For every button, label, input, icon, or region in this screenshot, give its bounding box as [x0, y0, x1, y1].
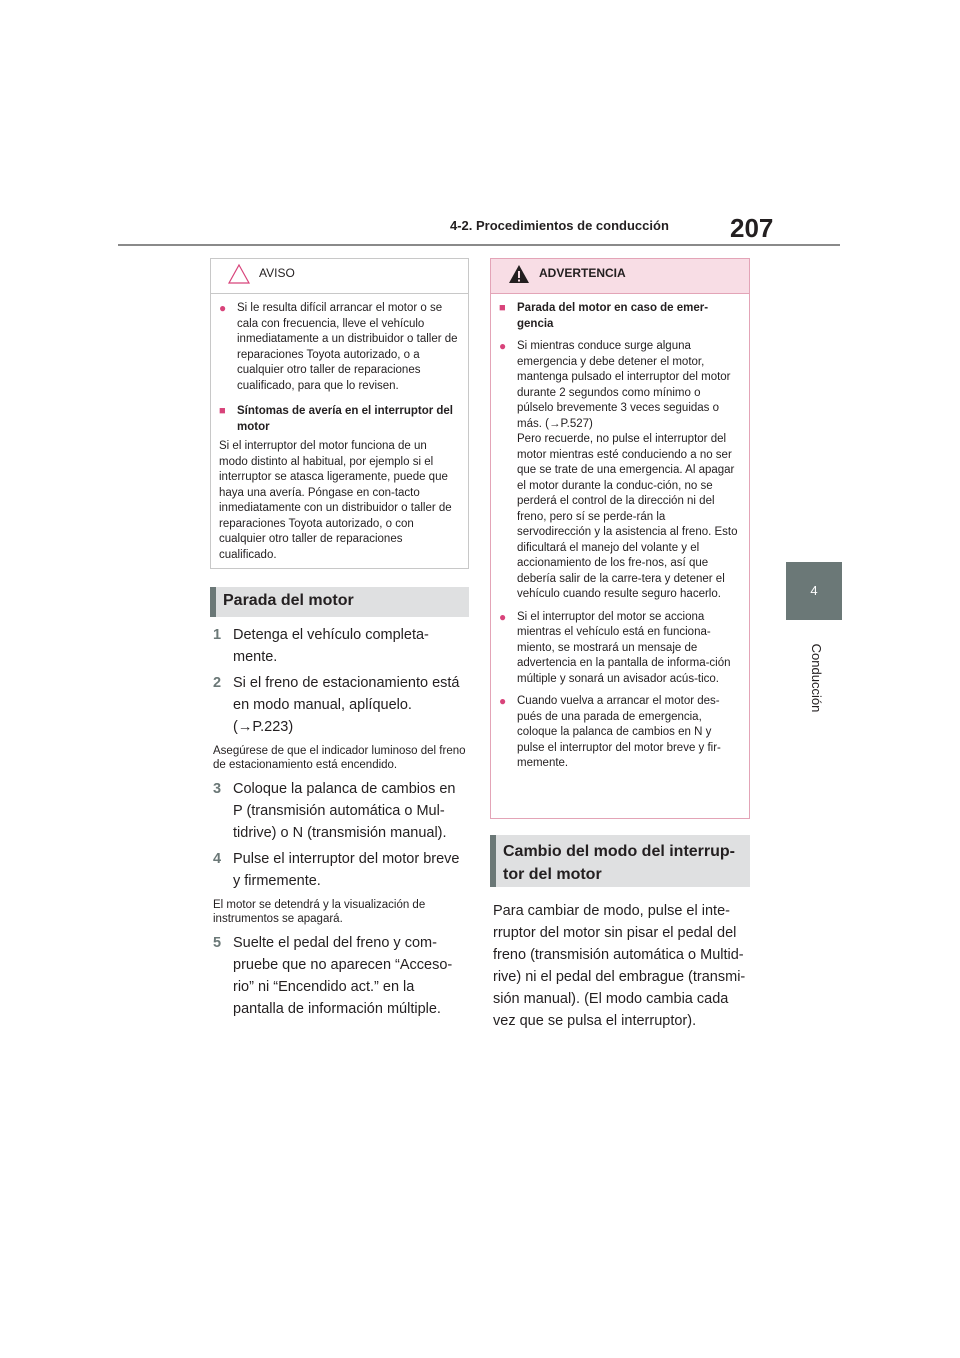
aviso-box: [210, 258, 469, 569]
step-4-note: El motor se detendrá y la visualización de instrumentos se apagará.: [213, 899, 426, 925]
step-2: 2 Si el freno de estacionamiento está en modo manual, aplíquelo. (→P.223): [213, 675, 460, 735]
aviso-subtext: Si el interruptor del motor funciona de un modo distinto al habitual, por ejemplo si el interruptor se atasca ligeramente, puede que haya una avería. Póngase en con-tacto inmediatamente con un distribuidor o taller de reparaciones Toyota autorizado, o con cualquier otro taller de reparaciones cualificado.: [219, 440, 452, 561]
section-header: 4-2. Procedimientos de conducción: [450, 218, 669, 233]
header-rule: [118, 244, 840, 246]
body-paragraph: Para cambiar de modo, pulse el inte-rruptor del motor sin pisar el pedal del freno (transmisión automática o Multid-rive) ni el pedal del embrague (transmi-sión manual). (El modo cambia cada vez que se pulsa el interruptor).: [493, 903, 746, 1029]
page-number: 207: [730, 213, 774, 243]
square-bullet-icon: ■: [499, 302, 506, 314]
section-title-parada: Parada del motor: [210, 587, 469, 617]
step-2-note: Asegúrese de que el indicador luminoso del freno de estacionamiento está encendido.: [213, 745, 466, 771]
chapter-label: Conducción: [809, 643, 824, 713]
chapter-tab: 4: [786, 562, 842, 620]
square-bullet-icon: ■: [219, 405, 226, 417]
section-title-cambio: Cambio del modo del interrup-tor del motor: [490, 835, 750, 887]
bullet-icon: ●: [499, 609, 507, 624]
bullet-icon: ●: [499, 339, 507, 353]
aviso-title: AVISO: [259, 266, 295, 280]
caution-icon: [227, 262, 251, 286]
step-3: 3 Coloque la palanca de cambios en P (transmisión automática o Mul-tidrive) o N (transmisión manual).: [213, 781, 456, 841]
step-4: 4 Pulse el interruptor del motor breve y firmemente.: [213, 851, 460, 889]
aviso-bullet: ● Si le resulta difícil arrancar el motor o se cala con frecuencia, lleve el vehículo inmediatamente a un distribuidor o taller de reparaciones Toyota autorizado, o a cualquier otro taller de reparaciones cualificado, para que lo revisen.: [219, 301, 458, 392]
steps-list: [213, 620, 468, 1020]
bullet-icon: ●: [219, 301, 227, 315]
advertencia-bullet: ● Cuando vuelva a arrancar el motor des-pués de una parada de emergencia, coloque la palanca de cambios en N y pulse el interruptor del motor breve y fir-memente.: [499, 694, 721, 769]
advertencia-bullet: ● Si mientras conduce surge alguna emergencia y debe detener el motor, mantenga pulsado el interruptor del motor durante 2 segundos como mínimo o púlselo brevemente 3 veces seguidas o más. (→P.527) Pero recuerde, no pulse el interruptor del motor mientras esté conduciendo a no ser que se trate de una emergencia. Al apagar el motor durante la conduc-ción, no se perderá el control de la dirección ni del freno, pero sí se perde-rán la servodirección y la asistencia al freno. Esto dificultará el manejo del volante y el accionamiento de los fre-nos, así que debería salir de la carre-tera y detener el vehículo cuando resulte seguro hacerlo.: [499, 339, 738, 600]
advertencia-bullet: ● Si el interruptor del motor se acciona mientras el vehículo está en funciona-miento, se mostrará un mensaje de advertencia en la pantalla de informa-ción múltiple y sonará un avisador acús-tico.: [499, 609, 731, 685]
bullet-icon: ●: [499, 694, 507, 708]
aviso-header: [211, 259, 468, 294]
advertencia-box: [490, 258, 750, 819]
step-1: 1 Detenga el vehículo completa-mente.: [213, 627, 429, 665]
step-5: 5 Suelte el pedal del freno y com-pruebe que no aparecen “Acceso-rio” ni “Encendido act.” en la pantalla de información múltiple.: [213, 935, 453, 1017]
warning-icon: [507, 262, 531, 286]
advertencia-subtitle: ■ Parada del motor en caso de emer-gencia: [499, 302, 709, 330]
advertencia-title: ADVERTENCIA: [539, 266, 626, 280]
advertencia-header: [491, 259, 749, 294]
aviso-subtitle: ■ Síntomas de avería en el interruptor del motor: [219, 405, 454, 433]
